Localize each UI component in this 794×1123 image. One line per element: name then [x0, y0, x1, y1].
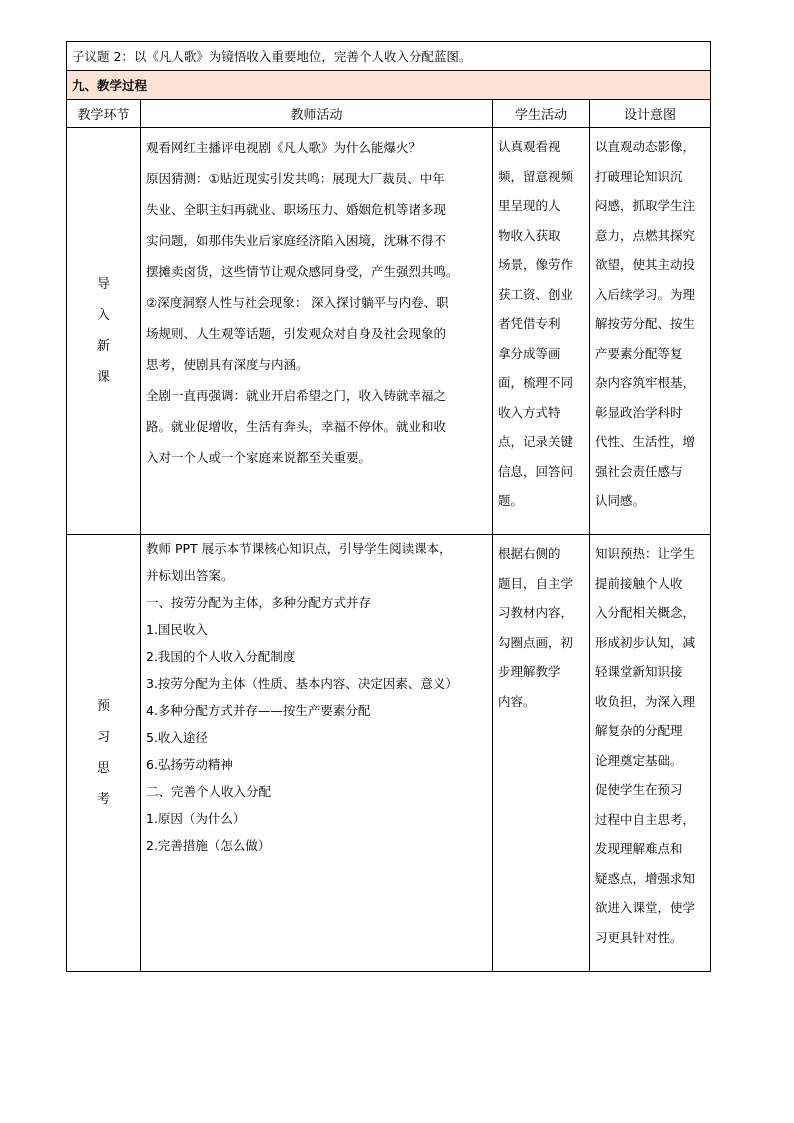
student-line: 频，留意视频: [498, 168, 574, 184]
student-line: 信息，回答问: [498, 463, 574, 479]
teacher-line: 一、按劳分配为主体，多种分配方式并存: [146, 595, 372, 610]
teacher-activity-intro: [141, 128, 493, 535]
stage-char: 课: [96, 370, 110, 385]
stage-char: 预: [96, 699, 110, 714]
teacher-line: 3.按劳分配为主体（性质、基本内容、决定因素、意义）: [146, 676, 458, 691]
teacher-line: 二、完善个人收入分配: [146, 784, 272, 799]
stage-char: 思: [96, 761, 110, 776]
stage-label-preview: [67, 535, 141, 972]
design-line: 入分配相关概念，: [595, 605, 696, 620]
design-line: 发现理解难点和: [595, 841, 683, 856]
header-stage: 教学环节: [67, 100, 141, 128]
design-line: 解按劳分配、按生: [595, 316, 696, 331]
design-line: 形成初步认知，减: [595, 634, 696, 650]
student-line: 题。: [498, 493, 524, 508]
design-intent-intro: [590, 128, 711, 535]
design-line: 以直观动态影像，: [595, 139, 696, 154]
teacher-line: 摆摊卖卤货，这些情节让观众感同身受，产生强烈共鸣。: [146, 264, 459, 279]
teacher-line: 1.国民收入: [146, 622, 208, 637]
design-line: 彰显政治学科时: [595, 404, 683, 420]
student-line: 点，记录关键: [498, 434, 574, 449]
design-line: 论理奠定基础。: [595, 752, 683, 768]
design-line: 轻课堂新知识接: [595, 664, 683, 679]
teacher-line: 原因猜测：①贴近现实引发共鸣：展现大厂裁员、中年: [146, 171, 445, 186]
teacher-line: 教师 PPT 展示本节课核心知识点，引导学生阅读课本，: [146, 541, 452, 556]
teacher-line: 场规则、人生观等话题，引发观众对自身及社会现象的: [146, 326, 447, 341]
student-line: 物收入获取: [498, 227, 561, 243]
lesson-plan-document: [66, 41, 710, 972]
subtopic-row: [67, 42, 711, 71]
design-line: 杂内容筑牢根基，: [595, 375, 696, 390]
student-line: 拿分成等画: [498, 345, 561, 361]
student-line: 题目，自主学: [498, 575, 574, 591]
student-line: 习教材内容，: [498, 605, 574, 620]
teacher-line: 实问题，如那伟失业后家庭经济陷入困境，沈琳不得不: [146, 233, 447, 248]
teacher-line: 2.我国的个人收入分配制度: [146, 649, 296, 664]
student-line: 里呈现的人: [498, 198, 561, 213]
teacher-line: 失业、全职主妇再就业、职场压力、婚姻危机等诸多现: [146, 202, 447, 217]
student-activity-intro: [493, 128, 590, 535]
student-activity-preview: [493, 535, 590, 972]
header-student: 学生活动: [493, 100, 590, 128]
teacher-line: 全剧一直再强调：就业开启希望之门，收入铸就幸福之: [146, 388, 447, 403]
teacher-line: 1.原因（为什么）: [146, 811, 246, 826]
design-line: 过程中自主思考，: [595, 811, 696, 827]
teacher-line: 4.多种分配方式并存——按生产要素分配: [146, 703, 371, 718]
design-line: 欲望，使其主动投: [595, 257, 696, 272]
header-design: 设计意图: [590, 100, 711, 128]
student-line: 根据右侧的: [498, 546, 561, 561]
stage-char: 导: [96, 277, 110, 292]
design-line: 知识预热：让学生: [595, 546, 696, 561]
stage-label-intro: [67, 128, 141, 535]
design-line: 意力，点燃其探究: [595, 227, 696, 243]
design-line: 产要素分配等复: [595, 345, 683, 361]
student-line: 获工资、创业: [498, 286, 574, 302]
student-line: 收入方式特: [498, 404, 561, 420]
stage-char: 习: [96, 730, 110, 745]
design-line: 认同感。: [595, 493, 646, 508]
student-line: 者凭借专利: [498, 316, 561, 331]
design-line: 提前接触个人收: [595, 575, 683, 591]
design-line: 代性、生活性，增: [595, 434, 696, 449]
stage-char: 新: [96, 339, 110, 354]
student-line: 步理解教学: [498, 664, 561, 679]
design-line: 收负担，为深入理: [595, 693, 696, 709]
student-line: 内容。: [498, 693, 536, 709]
teacher-line: 2.完善措施（怎么做）: [146, 838, 271, 853]
teacher-line: 5.收入途径: [146, 730, 208, 745]
subtopic-text: 子议题 2：以《凡人歌》为镜悟收入重要地位，完善个人收入分配蓝图。: [72, 49, 472, 64]
section-title-row: [67, 71, 711, 100]
design-line: 习更具针对性。: [595, 929, 683, 945]
teacher-line: 入对一个人或一个家庭来说都至关重要。: [146, 450, 372, 465]
student-line: 勾圈点画，初: [498, 634, 574, 650]
student-line: 面，梳理不同: [498, 375, 574, 390]
stage-char: 入: [96, 308, 110, 323]
teacher-line: 路。就业促增收，生活有奔头，幸福不停休。就业和收: [146, 419, 447, 434]
teacher-line: 并标划出答案。: [146, 568, 234, 583]
header-teacher: 教师活动: [141, 100, 493, 128]
design-line: 疑惑点，增强求知: [595, 870, 696, 886]
teacher-activity-preview: [141, 535, 493, 972]
design-line: 闷感，抓取学生注: [595, 198, 696, 213]
section-title: 九、教学过程: [72, 78, 148, 93]
table-header-row: [67, 100, 711, 128]
stage-char: 考: [96, 792, 110, 807]
design-line: 解复杂的分配理: [595, 723, 683, 738]
design-line: 入后续学习。为理: [595, 286, 696, 302]
teacher-line: 6.弘扬劳动精神: [146, 757, 233, 772]
design-intent-preview: [590, 535, 711, 972]
teacher-line: ②深度洞察人性与社会现象： 深入探讨躺平与内卷、职: [146, 295, 449, 310]
lesson-plan-table: [66, 41, 711, 972]
teacher-line: 思考，使剧具有深度与内涵。: [146, 357, 309, 372]
design-line: 强社会责任感与: [595, 463, 683, 479]
table-row-intro: [67, 128, 711, 535]
teacher-line: 观看网红主播评电视剧《凡人歌》为什么能爆火？: [146, 140, 422, 155]
student-line: 场景，像劳作: [498, 257, 574, 272]
design-line: 促使学生在预习: [595, 782, 683, 797]
design-line: 打破理论知识沉: [595, 168, 683, 184]
student-line: 认真观看视: [498, 139, 561, 154]
design-line: 欲进入课堂，使学: [595, 900, 696, 915]
table-row-preview: [67, 535, 711, 972]
